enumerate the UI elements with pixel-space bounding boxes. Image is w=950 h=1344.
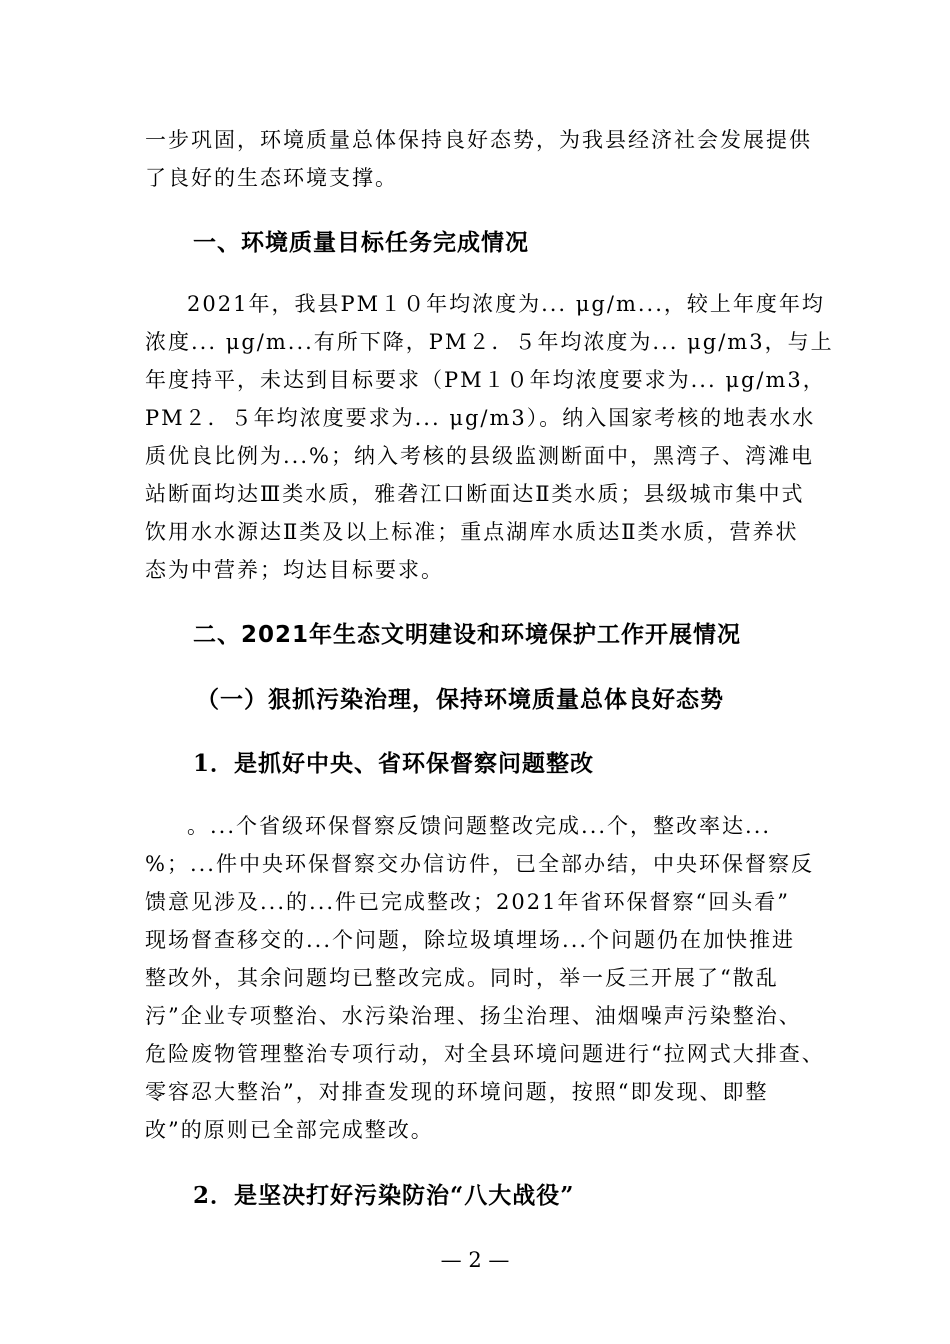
item1-line-3: 馈意见涉及...的...件已完成整改；2021年省环保督察“回头看” [145,890,790,914]
section2-heading: 二、2021年生态文明建设和环境保护工作开展情况 [193,622,742,648]
intro-line-1: 一步巩固，环境质量总体保持良好态势，为我县经济社会发展提供 [145,128,812,152]
section1-line-7: 饮用水水源达Ⅱ类及以上标准；重点湖库水质达Ⅱ类水质，营养状 [145,520,799,544]
section1-line-2: 浓度... μg/m...有所下降，PM２．５年均浓度为... μg/m3，与上 [145,330,834,354]
section1-line-5: 质优良比例为...%；纳入考核的县级监测断面中，黑湾子、湾滩电 [145,444,814,468]
section1-line-4: PM２．５年均浓度要求为... μg/m3）。纳入国家考核的地表水水 [145,406,816,430]
intro-line-2: 了良好的生态环境支撑。 [145,166,398,190]
section2-subheading: （一）狠抓污染治理，保持环境质量总体良好态势 [196,686,724,713]
section1-line-3: 年度持平，未达到目标要求（PM１０年均浓度要求为... μg/m3， [145,368,826,392]
section1-line-1: 2021年，我县PM１０年均浓度为... μg/m...，较上年度年均 [187,292,825,316]
item1-line-5: 整改外，其余问题均已整改完成。同时，举一反三开展了“散乱 [145,966,779,990]
item1-line-9: 改”的原则已全部完成整改。 [145,1118,434,1142]
section1-line-8: 态为中营养；均达目标要求。 [145,558,444,582]
item1-line-7: 危险废物管理整治专项行动，对全县环境问题进行“拉网式大排查、 [145,1042,825,1066]
item1-line-6: 污”企业专项整治、水污染治理、扬尘治理、油烟噪声污染整治、 [145,1004,802,1028]
item2-heading: 2．是坚决打好污染防治“八大战役” [193,1182,575,1209]
item1-line-1: 。...个省级环保督察反馈问题整改完成...个，整改率达... [187,814,772,838]
section1-line-6: 站断面均达Ⅲ类水质，雅砻江口断面达Ⅱ类水质；县级城市集中式 [145,482,805,506]
page-number: — 2 — [440,1248,510,1272]
item1-line-2: %；...件中央环保督察交办信访件，已全部办结，中央环保督察反 [145,852,814,876]
item1-heading: 1．是抓好中央、省环保督察问题整改 [193,750,595,777]
item1-line-8: 零容忍大整治”，对排查发现的环境问题，按照“即发现、即整 [145,1080,769,1104]
item1-line-4: 现场督查移交的...个问题，除垃圾填埋场...个问题仍在加快推进 [145,928,796,952]
section1-heading: 一、环境质量目标任务完成情况 [193,230,529,256]
